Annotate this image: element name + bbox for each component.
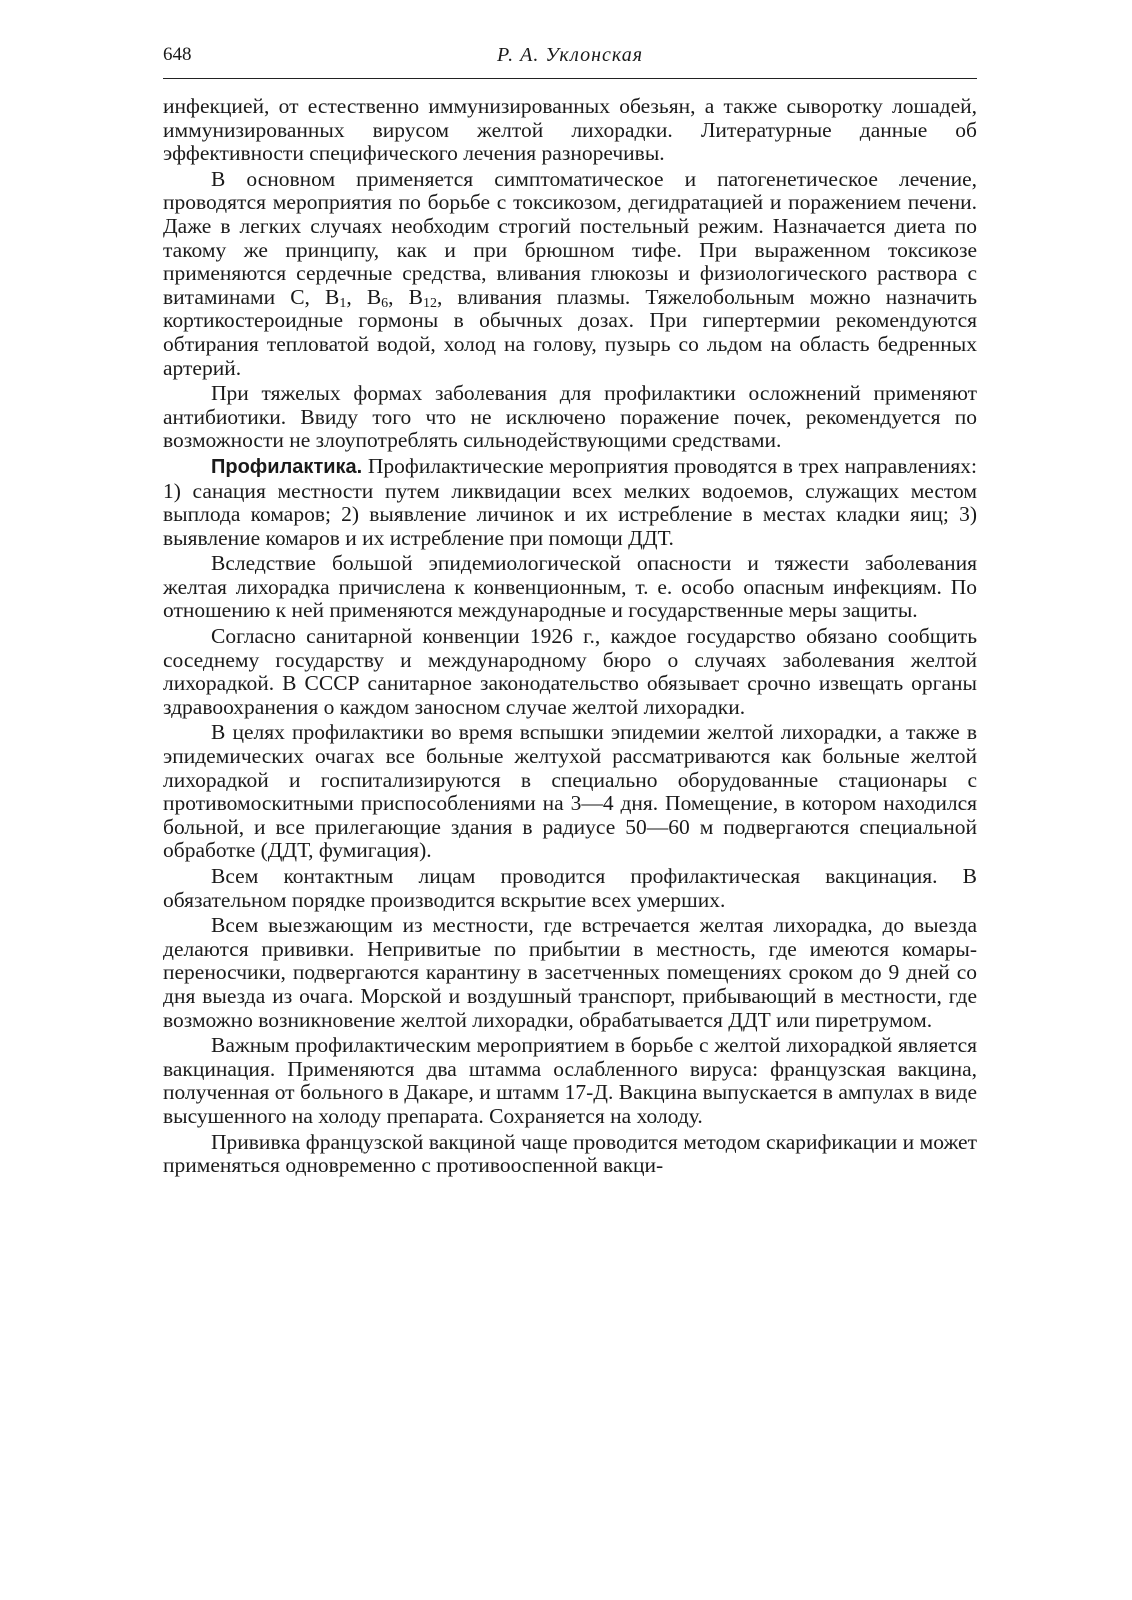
paragraph-text: Согласно санитарной конвенции 1926 г., каждое государство обязано сообщить соседнему государству и международному бюро о случаях заболевания желтой лихорадкой. В СССР санитарное законодательство обязывает срочно извещать органы здравоохранения о каждом заносном случае желтой лихорадки. [163,624,977,719]
page-header [163,38,977,79]
paragraph-text: Всем выезжающим из местности, где встречается желтая лихорадка, до выезда делаются прививки. Непривитые по прибытии в местность, где имеются комары-переносчики, подвергаются карантину в засетченных помещениях сроком до 9 дней со дня выезда из очага. Морской и воздушный транспорт, прибывающий в местности, где возможно возникновение желтой лихорадки, обрабатывается ДДТ или пиретрумом. [163,913,977,1032]
paragraph-text: При тяжелых формах заболевания для профилактики осложнений применяют антибиотики. Ввиду того что не исключено поражение почек, рекомендуется по возможности не злоупотреблять сильнодействующими средствами. [163,381,977,453]
paragraph-text: инфекцией, от естественно иммунизированных обезьян, а также сыворотку лошадей, иммунизированных вирусом желтой лихорадки. Литературные данные об эффективности специфического лечения разноречивы. [163,94,977,166]
paragraph-11 [163,1131,977,1178]
running-head: Р. А. Уклонская [496,44,644,66]
paragraph-4 [163,455,977,550]
paragraph-10 [163,1034,977,1128]
body-text [163,95,977,1180]
paragraph-text: В основном применяется симптоматическое и патогенетическое лечение, проводятся мероприятия по борьбе с токсикозом, дегидратацией и поражением печени. Даже в легких случаях необходим строгий постельный режим. Назначается диета по такому же принципу, как и при брюшном тифе. При выраженном токсикозе применяются сердечные средства, вливания глюкозы и физиологического раствора с витаминами С, B [163,166,977,309]
paragraph-text: , вливания плазмы. Тяжелобольным можно назначить кортикостероидные гормоны в обычных дозах. При гипертермии рекомендуются обтирания тепловатой водой, холод на голову, пузырь со льдом на область бедренных артерий. [163,284,978,380]
paragraph-text: Прививка французской вакциной чаще проводится методом скарификации и может применяться одновременно с противооспенной вакци- [163,1129,977,1178]
paragraph-2 [163,168,977,380]
paragraph-text: Всем контактным лицам проводится профилактическая вакцинация. В обязательном порядке производится вскрытие всех умерших. [163,864,977,912]
paragraph-5 [163,552,977,623]
paragraph-text: , B [388,284,423,309]
subscript: 1 [339,295,347,311]
section-heading-prophylaxis: Профилактика. [211,455,363,478]
subscript: 12 [422,295,437,311]
paragraph-text: Вследствие большой эпидемиологической опасности и тяжести заболевания желтая лихорадка причислена к конвенционным, т. е. особо опасным инфекциям. По отношению к ней применяются международные и государственные меры защиты. [163,551,977,623]
paragraph-text: , B [346,284,382,309]
paragraph-9 [163,914,977,1032]
paragraph-6 [163,625,977,719]
paragraph-3 [163,382,977,453]
paragraph-1 [163,95,977,166]
subscript: 6 [381,295,389,311]
paragraph-text: В целях профилактики во время вспышки эпидемии желтой лихорадки, а также в эпидемических очагах все больные желтухой рассматриваются как больные желтой лихорадкой и госпитализируются в специально оборудованные стационары с противомоскитными приспособлениями на 3—4 дня. Помещение, в котором находился больной, и все прилегающие здания в радиусе 50—60 м подвергаются специальной обработке (ДДТ, фумигация). [163,720,977,863]
paragraph-text: Профилактические мероприятия проводятся в трех направлениях: 1) санация местности путем ликвидации всех мелких водоемов, служащих местом выплода комаров; 2) выявление личинок и их истребление в местах кладки яиц; 3) выявление комаров и их истребление при помощи ДДТ. [163,453,977,550]
page-number: 648 [163,44,192,65]
paragraph-text: Важным профилактическим мероприятием в борьбе с желтой лихорадкой является вакцинация. Применяются два штамма ослабленного вируса: французская вакцина, полученная от больного в Дакаре, и штамм 17-Д. Вакцина выпускается в ампулах в виде высушенного на холоду препарата. Сохраняется на холоду. [163,1033,977,1128]
paragraph-8 [163,865,977,912]
paragraph-7 [163,721,977,863]
